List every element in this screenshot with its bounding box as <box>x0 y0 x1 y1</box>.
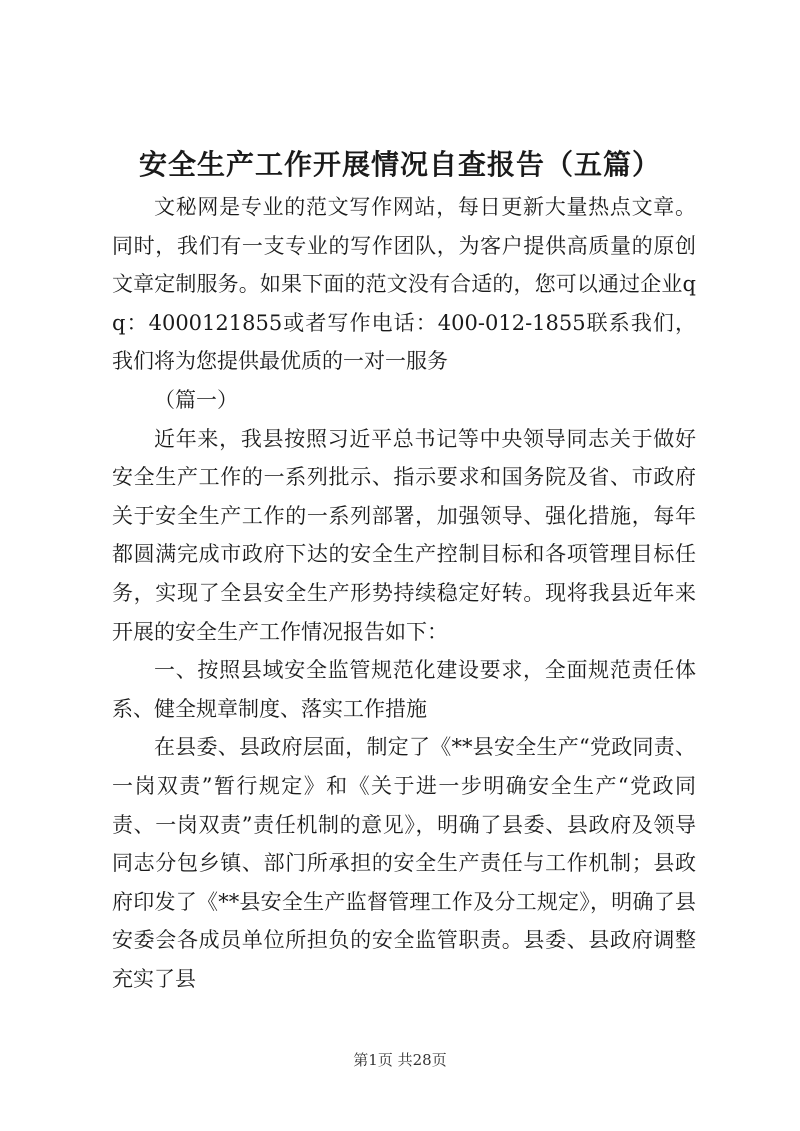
document-title: 安全生产工作开展情况自查报告（五篇） <box>138 148 661 181</box>
intro-paragraph: 文秘网是专业的范文写作网站，每日更新大量热点文章。同时，我们有一支专业的写作团队，为客户提供高质量的原创文章定制服务。如果下面的范文没有合适的，您可以通过企业qq：4000121855或者写作电话：400-012-1855联系我们，我们将为您提供最优质的一对一服务 <box>112 195 696 374</box>
body-paragraph: 在县委、县政府层面，制定了《**县安全生产“党政同责、一岗双责”暂行规定》和《关于进一步明确安全生产“党政同责、一岗双责”责任机制的意见》，明确了县委、县政府及领导同志分包乡镇、部门所承担的安全生产责任与工作机制；县政府印发了《**县安全生产监督管理工作及分工规定》，明确了县安委会各成员单位所担负的安全监管职责。县委、县政府调整充实了县 <box>112 735 696 991</box>
document-body <box>112 188 696 998</box>
section-heading: 一、按照县域安全监管规范化建设要求，全面规范责任体系、健全规章制度、落实工作措施 <box>112 658 696 721</box>
body-paragraph: 近年来，我县按照习近平总书记等中央领导同志关于做好安全生产工作的一系列批示、指示要求和国务院及省、市政府关于安全生产工作的一系列部署，加强领导、强化措施，每年都圆满完成市政府下达的安全生产控制目标和各项管理目标任务，实现了全县安全生产形势持续稳定好转。现将我县近年来开展的安全生产工作情况报告如下： <box>112 426 696 644</box>
page-number-footer: 第1页 共28页 <box>353 1051 447 1069</box>
section-heading-part-one: （篇一） <box>154 387 238 412</box>
